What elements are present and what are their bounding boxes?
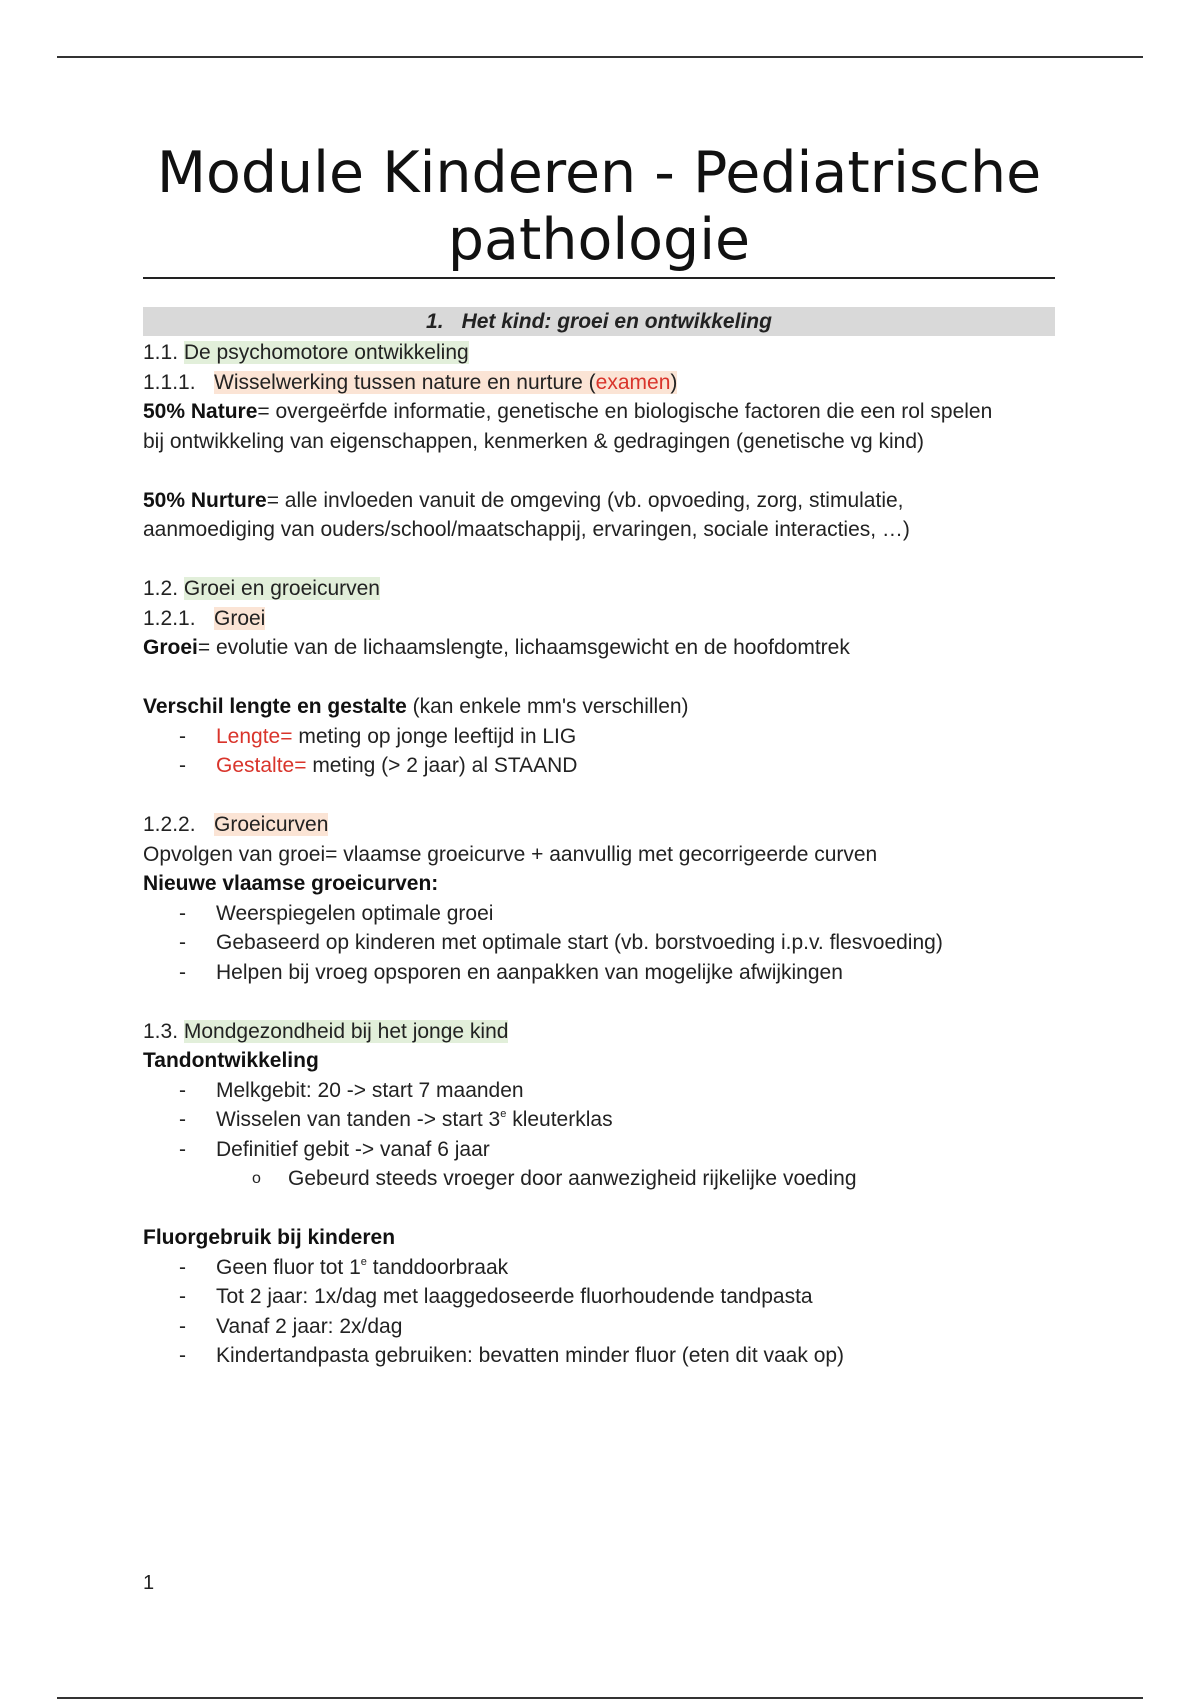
groei-definition: Groei= evolutie van de lichaamslengte, lichaamsgewicht en de hoofdomtrek [143,636,850,659]
circle-bullet-icon: o [252,1170,261,1187]
page-number: 1 [143,1572,155,1594]
tand-heading: Tandontwikkeling [143,1049,319,1072]
heading-1-1-1: 1.1.1. Wisselwerking tussen nature en nurture (examen) [143,370,678,394]
list-item: - Geen fluor tot 1e tanddoorbraak [179,1255,509,1279]
heading-1-2-1: 1.2.1. Groei [143,606,266,630]
nature-definition-cont: bij ontwikkeling van eigenschappen, kenmerken & gedragingen (genetische vg kind) [143,429,924,453]
nieuwe-heading: Nieuwe vlaamse groeicurven: [143,872,439,895]
footer-rule [57,1697,1143,1699]
section-title: Het kind: groei en ontwikkeling [461,310,772,333]
list-item: - Gebaseerd op kinderen met optimale start (vb. borstvoeding i.p.v. flesvoeding) [179,931,943,954]
list-item: - Wisselen van tanden -> start 3e kleuterklas [179,1108,613,1131]
header-rule [57,56,1143,58]
list-item: - Vanaf 2 jaar: 2x/dag [179,1314,403,1338]
list-item: - Helpen bij vroeg opsporen en aanpakken van mogelijke afwijkingen [179,960,843,984]
heading-1-1: 1.1. De psychomotore ontwikkeling [143,341,469,364]
list-item: - Lengte= meting op jonge leeftijd in LIG [179,724,577,748]
heading-1-3: 1.3. Mondgezondheid bij het jonge kind [143,1019,509,1043]
list-item: - Definitief gebit -> vanaf 6 jaar [179,1137,490,1161]
nurture-definition-cont: aanmoediging van ouders/school/maatschappij, ervaringen, sociale interacties, …) [143,518,910,541]
section-number: 1. [426,310,444,333]
list-item: - Tot 2 jaar: 1x/dag met laaggedoseerde fluorhoudende tandpasta [179,1285,813,1308]
list-item: - Gestalte= meting (> 2 jaar) al STAAND [179,754,578,777]
heading-1-2: 1.2. Groei en groeicurven [143,577,380,600]
list-item: - Weerspiegelen optimale groei [179,901,494,925]
title-underline [143,277,1055,279]
heading-1-2-2: 1.2.2. Groeicurven [143,813,329,836]
fluor-heading: Fluorgebruik bij kinderen [143,1226,396,1249]
sub-list-item: o Gebeurd steeds vroeger door aanwezigheid rijkelijke voeding [143,1164,1055,1194]
list-item: - Kindertandpasta gebruiken: bevatten minder fluor (eten dit vaak op) [179,1344,845,1367]
verschil-heading: Verschil lengte en gestalte (kan enkele mm's verschillen) [143,695,689,718]
document-title: Module Kinderen - Pediatrische pathologie [156,140,1042,273]
nature-definition: 50% Nature= overgeërfde informatie, genetische en biologische factoren die een rol spelen [143,400,993,423]
nurture-definition: 50% Nurture= alle invloeden vanuit de omgeving (vb. opvoeding, zorg, stimulatie, [143,488,904,512]
section-heading-1 [143,307,1055,336]
opvolgen-text: Opvolgen van groei= vlaamse groeicurve + aanvullig met gecorrigeerde curven [143,842,878,866]
list-item: - Melkgebit: 20 -> start 7 maanden [179,1078,524,1102]
content-body [143,338,1055,1371]
